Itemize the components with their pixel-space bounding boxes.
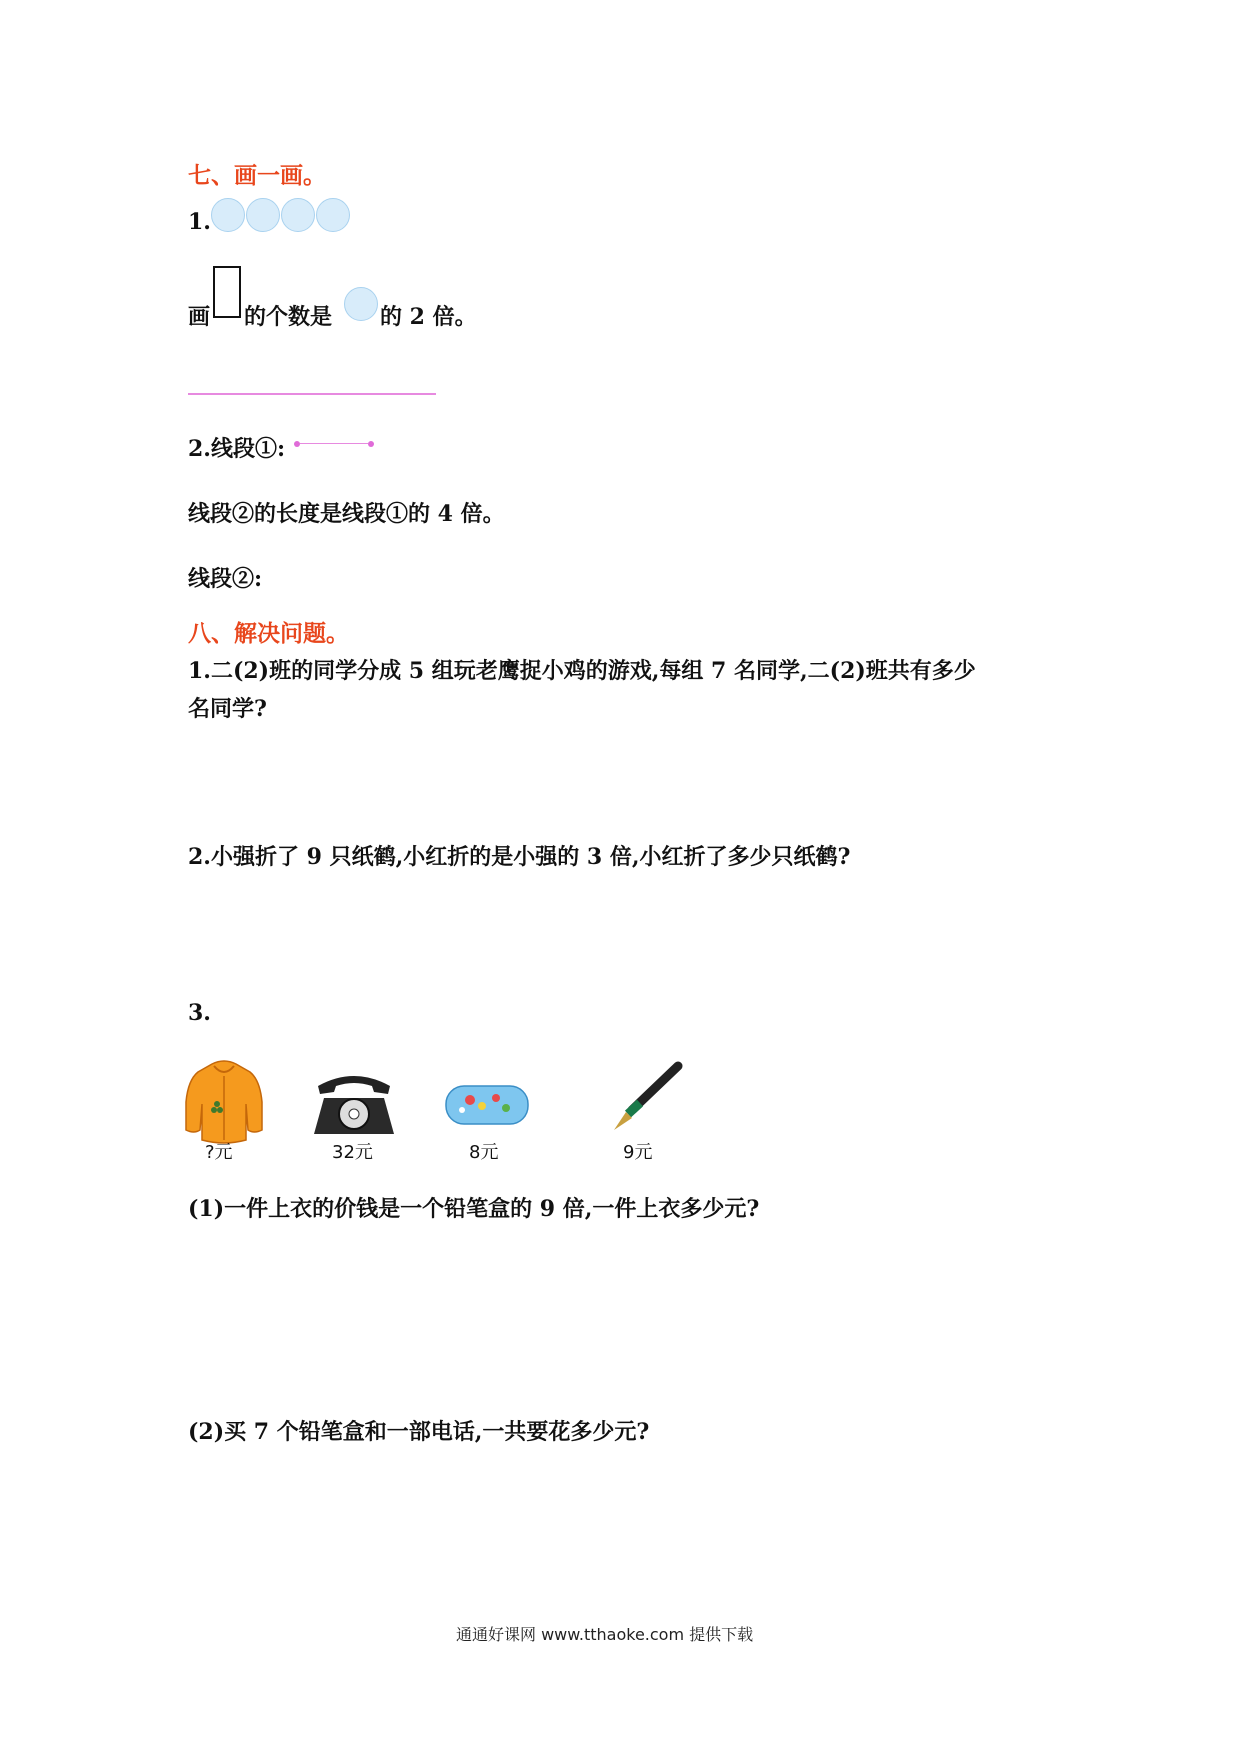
question-8-3-number: 3. [188, 1000, 211, 1026]
telephone-icon [310, 1068, 398, 1140]
question-7-1-number: 1. [188, 209, 211, 235]
footer-text: 通通好课网 www.tthaoke.com 提供下载 [456, 1625, 754, 1644]
jacket-icon [184, 1058, 264, 1146]
q1-mid-text: 的个数是 [244, 304, 333, 330]
pen-icon [598, 1060, 684, 1136]
question-8-1-line1: 1.二(2)班的同学分成 5 组玩老鹰捉小鸡的游戏,每组 7 名同学,二(2)班共有多少 [188, 658, 976, 684]
segment-2-answer-label: 线段②: [188, 566, 263, 592]
pen-price: 9元 [623, 1142, 653, 1163]
q1-draw-text: 画 [188, 304, 211, 330]
jacket-price: ?元 [205, 1142, 233, 1163]
question-8-3-2: (2)买 7 个铅笔盒和一部电话,一共要花多少元? [188, 1419, 650, 1445]
question-8-3-1: (1)一件上衣的价钱是一个铅笔盒的 9 倍,一件上衣多少元? [188, 1196, 760, 1222]
circle-shape [281, 198, 315, 232]
section-7-heading: 七、画一画。 [188, 162, 326, 189]
question-7-2-text: 线段②的长度是线段①的 4 倍。 [188, 501, 505, 527]
section-8-heading: 八、解决问题。 [188, 620, 349, 647]
question-8-2: 2.小强折了 9 只纸鹤,小红折的是小强的 3 倍,小红折了多少只纸鹤? [188, 844, 851, 870]
answer-line [188, 393, 436, 395]
circle-shape [211, 198, 245, 232]
pencil-case-icon [444, 1078, 530, 1132]
telephone-price: 32元 [332, 1142, 373, 1163]
question-8-1-line2: 名同学? [188, 696, 267, 722]
pencil-case-price: 8元 [469, 1142, 499, 1163]
circle-shape [316, 198, 350, 232]
question-7-2-label: 2.线段①: [188, 436, 286, 462]
segment-endpoint [294, 441, 300, 447]
segment-endpoint [368, 441, 374, 447]
circle-shape [246, 198, 280, 232]
segment-1 [300, 443, 368, 444]
rectangle-shape [213, 266, 241, 318]
q1-end-text: 的 2 倍。 [380, 304, 477, 330]
circle-shape [344, 287, 378, 321]
